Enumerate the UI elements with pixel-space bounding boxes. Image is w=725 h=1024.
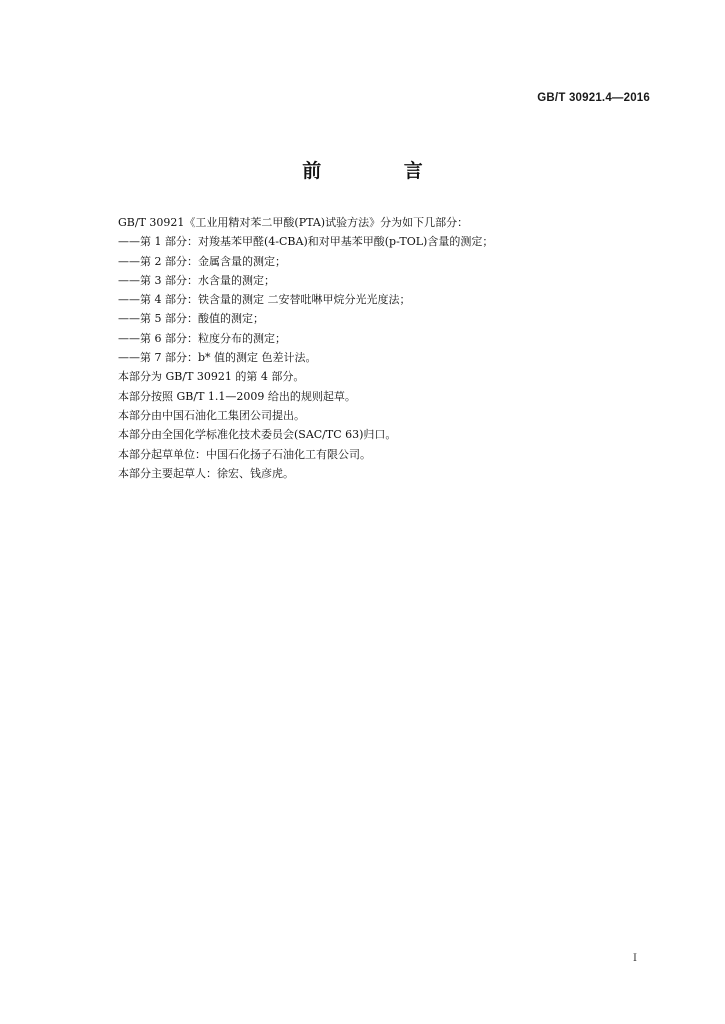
part-list-item: ——第 3 部分：水含量的测定；: [118, 273, 275, 287]
part-list-item: ——第 5 部分：酸值的测定；: [118, 312, 264, 326]
part-list-item: ——第 6 部分：粒度分布的测定；: [118, 331, 286, 345]
drafting-rules-statement: 本部分按照 GB/T 1.1—2009 给出的规则起草。: [118, 389, 356, 403]
page-number: I: [633, 953, 637, 964]
drafting-unit-statement: 本部分起草单位：中国石化扬子石油化工有限公司。: [118, 447, 371, 461]
standard-code-header: GB/T 30921.4—2016: [537, 92, 650, 104]
part-statement: 本部分为 GB/T 30921 的第 4 部分。: [118, 370, 305, 384]
committee-statement: 本部分由全国化学标准化技术委员会(SAC/TC 63)归口。: [118, 428, 397, 442]
drafters-statement: 本部分主要起草人：徐宏、钱彦虎。: [118, 466, 294, 480]
part-list-item: ——第 1 部分：对羧基苯甲醛(4-CBA)和对甲基苯甲酸(p-TOL)含量的测定；: [118, 235, 494, 249]
part-list-item: ——第 7 部分：b* 值的测定 色差计法。: [118, 351, 317, 365]
part-list-item: ——第 2 部分：金属含量的测定；: [118, 254, 286, 268]
foreword-body: [118, 213, 638, 483]
page-title: 前 言: [302, 160, 461, 182]
part-list-item: ——第 4 部分：铁含量的测定 二安替吡啉甲烷分光光度法；: [118, 293, 411, 307]
proposer-statement: 本部分由中国石油化工集团公司提出。: [118, 408, 305, 422]
intro-paragraph: GB/T 30921《工业用精对苯二甲酸(PTA)试验方法》分为如下几部分：: [118, 216, 469, 229]
